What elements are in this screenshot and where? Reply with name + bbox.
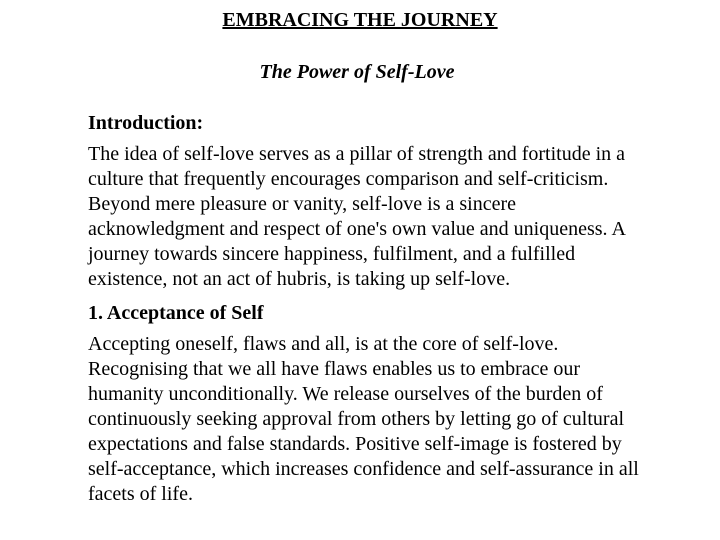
section-paragraph: Accepting oneself, flaws and all, is at the core of self-love. Recognising that we all have flaws enables us to embrace our humanity unconditionally. We release ourselves of the burden of continuously seeking approval from others by letting go of cultural expectations and false standards. Positive self-image is fostered by self-acceptance, which increases confidence and self-assurance in all facets of life. xyxy=(88,333,639,505)
document-title: EMBRACING THE JOURNEY xyxy=(222,9,498,31)
section-heading: 1. Acceptance of Self xyxy=(88,302,264,324)
document-body xyxy=(88,110,648,515)
document-subtitle: The Power of Self-Love xyxy=(259,61,455,83)
section-heading: Introduction: xyxy=(88,112,204,134)
section-introduction xyxy=(88,110,648,292)
section-acceptance-of-self xyxy=(88,300,648,507)
section-paragraph: The idea of self-love serves as a pillar of strength and fortitude in a culture that frequently encourages comparison and self-criticism. Beyond mere pleasure or vanity, self-love is a sincere acknowledgment and respect of one's own value and uniqueness. A journey towards sincere happiness, fulfilment, and a fulfilled existence, not an act of hubris, is taking up self-love. xyxy=(88,143,626,290)
